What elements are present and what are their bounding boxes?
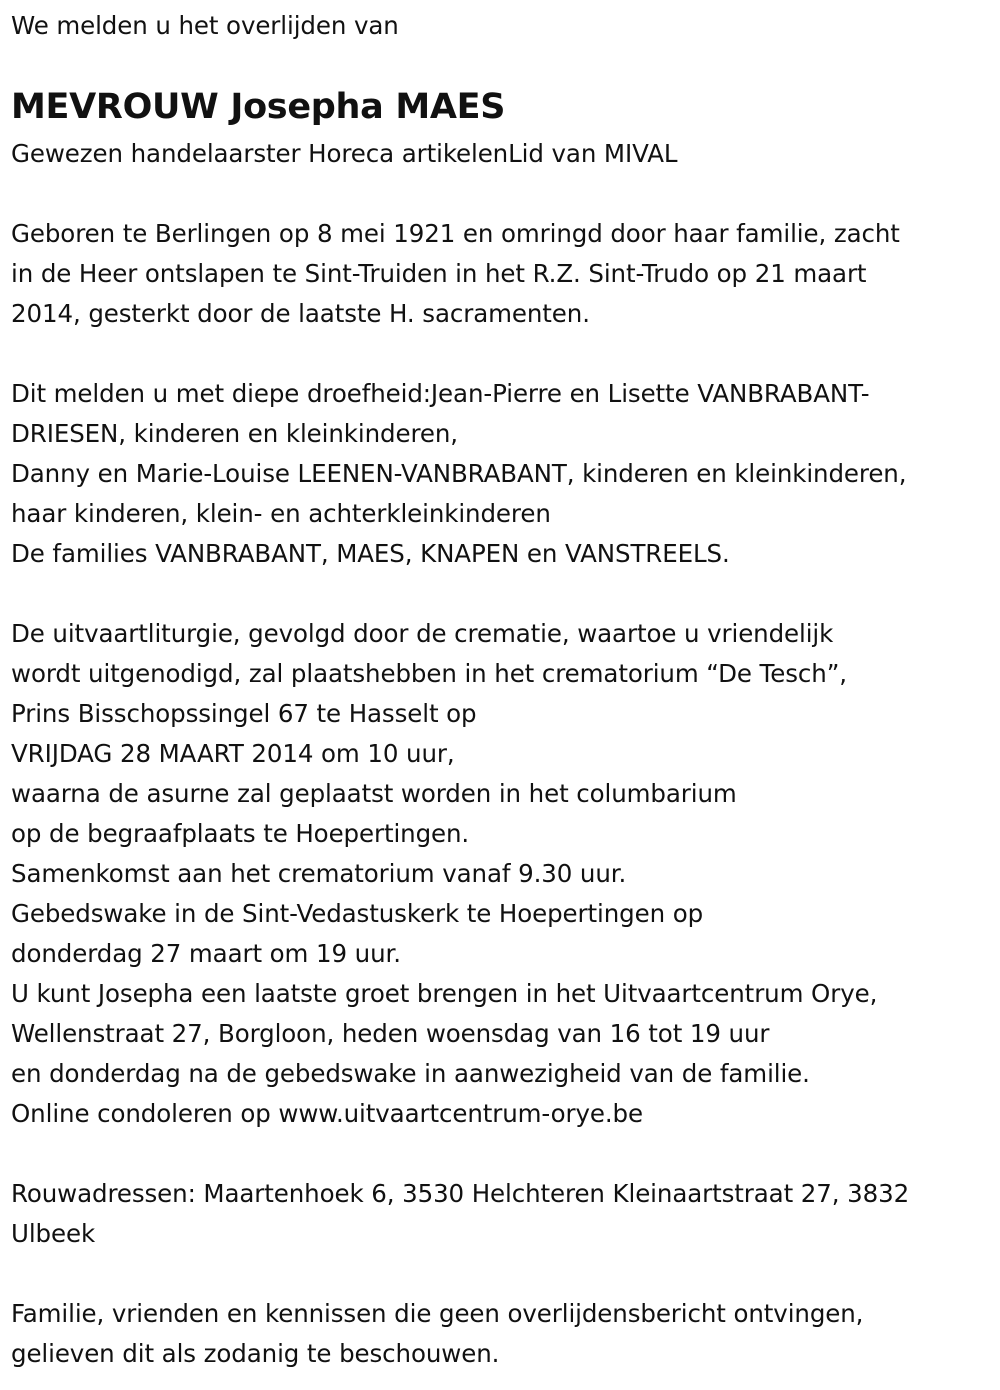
birth-line: in de Heer ontslapen te Sint-Truiden in het R.Z. Sint-Trudo op 21 maart (11, 259, 867, 288)
closing-paragraph (11, 1294, 863, 1374)
closing-line: Familie, vrienden en kennissen die geen overlijdensbericht ontvingen, (11, 1299, 864, 1328)
funeral-line: Samenkomst aan het crematorium vanaf 9.30 uur. (11, 859, 627, 888)
condolence-line: Online condoleren op www.uitvaartcentrum-orye.be (11, 1099, 643, 1128)
funeral-line: U kunt Josepha een laatste groet brengen in het Uitvaartcentrum Orye, (11, 979, 878, 1008)
subtitle-text: Gewezen handelaarster Horeca artikelenLid van MIVAL (11, 139, 678, 168)
funeral-line: Prins Bisschopssingel 67 te Hasselt op (11, 699, 477, 728)
funeral-line: De uitvaartliturgie, gevolgd door de crematie, waartoe u vriendelijk (11, 619, 834, 648)
birth-paragraph (11, 214, 900, 334)
address-line: Ulbeek (11, 1219, 96, 1248)
closing-line: gelieven dit als zodanig te beschouwen. (11, 1339, 500, 1368)
funeral-line: donderdag 27 maart om 19 uur. (11, 939, 401, 968)
funeral-paragraph (11, 614, 877, 1134)
subtitle-block (11, 134, 677, 174)
family-line: Dit melden u met diepe droefheid:Jean-Pierre en Lisette VANBRABANT- (11, 379, 870, 408)
funeral-line: en donderdag na de gebedswake in aanwezigheid van de familie. (11, 1059, 810, 1088)
funeral-line: op de begraafplaats te Hoepertingen. (11, 819, 470, 848)
birth-line: 2014, gesterkt door de laatste H. sacramenten. (11, 299, 590, 328)
family-line: DRIESEN, kinderen en kleinkinderen, (11, 419, 458, 448)
family-line: De families VANBRABANT, MAES, KNAPEN en VANSTREELS. (11, 539, 730, 568)
deceased-name: MEVROUW Josepha MAES (11, 87, 506, 127)
family-paragraph (11, 374, 906, 574)
funeral-line: Gebedswake in de Sint-Vedastuskerk te Hoepertingen op (11, 899, 704, 928)
funeral-line: wordt uitgenodigd, zal plaatshebben in het crematorium “De Tesch”, (11, 659, 847, 688)
funeral-line: waarna de asurne zal geplaatst worden in het columbarium (11, 779, 737, 808)
birth-line: Geboren te Berlingen op 8 mei 1921 en omringd door haar familie, zacht (11, 219, 900, 248)
address-paragraph (11, 1174, 909, 1254)
family-line: Danny en Marie-Louise LEENEN-VANBRABANT, kinderen en kleinkinderen, (11, 459, 907, 488)
funeral-line: VRIJDAG 28 MAART 2014 om 10 uur, (11, 739, 455, 768)
funeral-line: Wellenstraat 27, Borgloon, heden woensdag van 16 tot 19 uur (11, 1019, 770, 1048)
intro-text: We melden u het overlijden van (11, 11, 399, 40)
family-line: haar kinderen, klein- en achterkleinkinderen (11, 499, 551, 528)
address-line: Rouwadressen: Maartenhoek 6, 3530 Helchteren Kleinaartstraat 27, 3832 (11, 1179, 910, 1208)
